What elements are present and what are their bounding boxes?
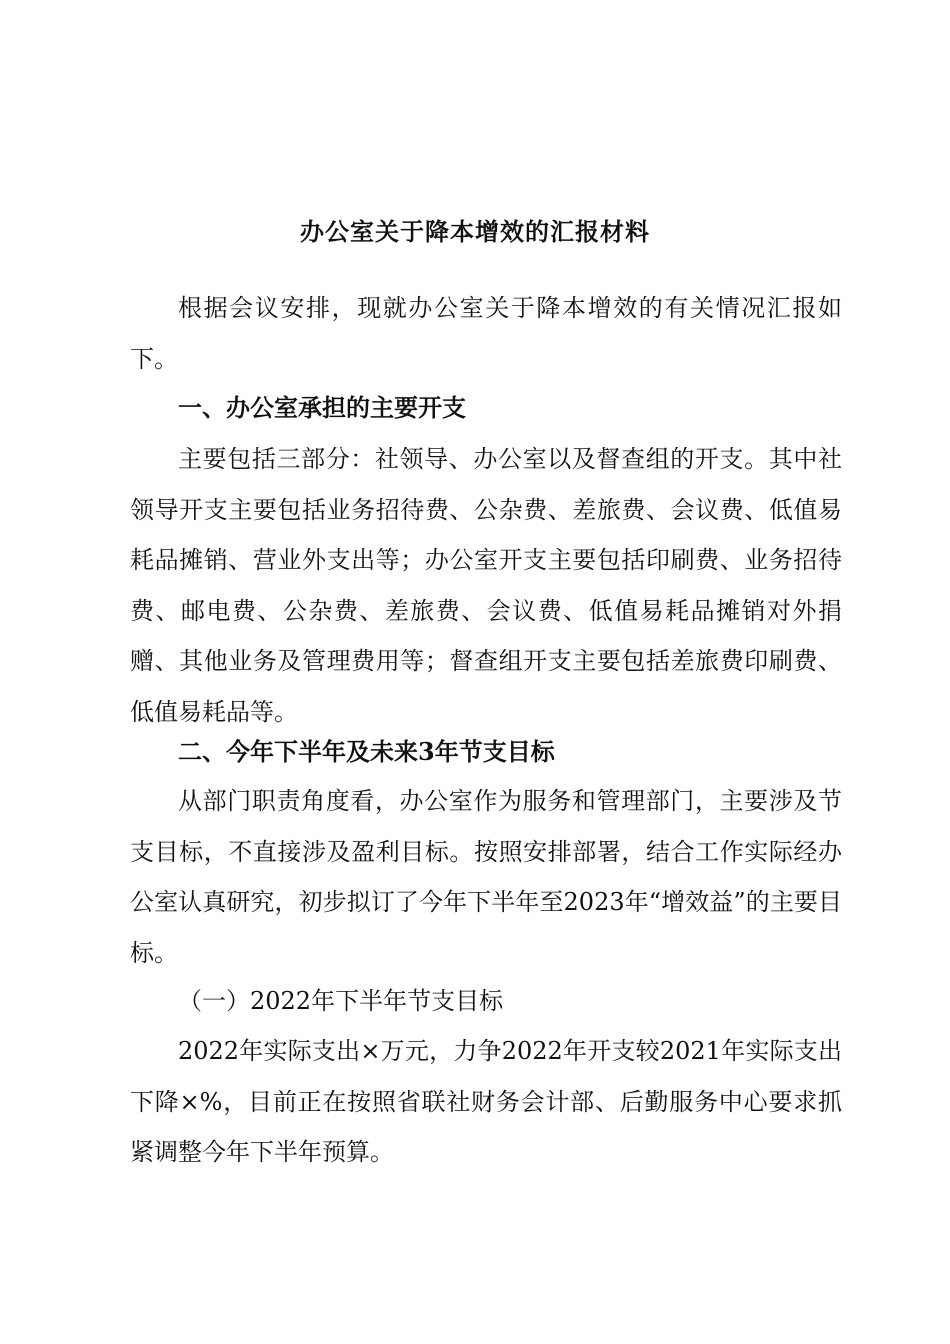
section2-text-block (130, 776, 842, 978)
subsection1-heading: （一）2022年下半年节支目标 (178, 987, 504, 1015)
section1-heading: 一、办公室承担的主要开支 (178, 393, 466, 422)
section2-heading: 二、今年下半年及未来3年节支目标 (178, 737, 555, 766)
section1-paragraph: 主要包括三部分：社领导、办公室以及督查组的开支。其中社领导开支主要包括业务招待费、公杂费、差旅费、会议费、低值易耗品摊销、营业外支出等；办公室开支主要包括印刷费、业务招待费、邮电费、公杂费、差旅费、会议费、低值易耗品摊销对外捐赠、其他业务及管理费用等；督查组开支主要包括差旅费印刷费、低值易耗品等。 (130, 445, 842, 726)
subsection1-heading-block (130, 976, 842, 1027)
subsection1-paragraph: 2022年实际支出×万元，力争2022年开支较2021年实际支出下降×%，目前正在按照省联社财务会计部、后勤服务中心要求抓紧调整今年下半年预算。 (130, 1037, 842, 1166)
section1-text-block (130, 434, 842, 737)
subsection1-text-block (130, 1026, 842, 1178)
section1-heading-block (130, 383, 842, 434)
intro-paragraph: 根据会议安排，现就办公室关于降本增效的有关情况汇报如下。 (130, 294, 842, 373)
section2-paragraph: 从部门职责角度看，办公室作为服务和管理部门，主要涉及节支目标，不直接涉及盈利目标。按照安排部署，结合工作实际经办公室认真研究，初步拟订了今年下半年至2023年“增效益”的主要目标。 (130, 787, 842, 967)
intro-block (130, 283, 842, 384)
section2-heading-block (130, 727, 842, 778)
document-title: 办公室关于降本增效的汇报材料 (300, 217, 650, 246)
